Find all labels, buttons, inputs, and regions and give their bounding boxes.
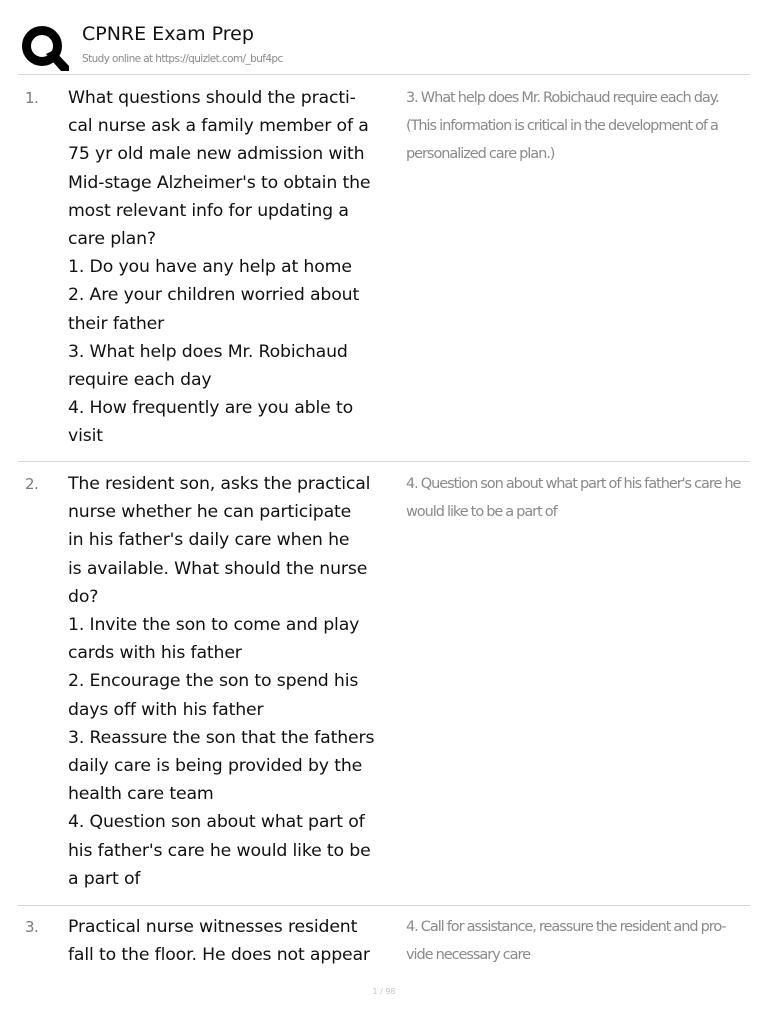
- card-definition: 4. Question son about what part of his father's care he would like to be a part of: [406, 476, 741, 521]
- page-indicator: 1 / 98: [372, 987, 396, 996]
- study-online-link[interactable]: Study online at https://quizlet.com/_buf4pc: [82, 53, 283, 65]
- flashcard-1: [18, 84, 750, 462]
- card-definition: 4. Call for assistance, reassure the resident and pro- vide necessary care: [406, 919, 726, 964]
- card-number: 3.: [25, 918, 39, 936]
- quizlet-q-logo-icon: [18, 22, 70, 74]
- document-title: CPNRE Exam Prep: [82, 23, 254, 45]
- flashcard-2: [18, 470, 750, 906]
- flashcard-3: [18, 913, 750, 973]
- card-number: 2.: [25, 475, 39, 493]
- card-definition: 3. What help does Mr. Robichaud require each day. (This information is critical in the development of a personalized care plan.): [406, 90, 719, 163]
- card-term: What questions should the practi- cal nurse ask a family member of a 75 yr old male new admission with Mid-stage Alzheimer's to obtain the most relevant info for updating a care plan? 1. Do you have any help at home 2. Are your children worried about their father 3. What help does Mr. Robichaud require each day 4. How frequently are you able to visit: [68, 88, 371, 447]
- document-header: [18, 20, 750, 75]
- card-term: Practical nurse witnesses resident fall to the floor. He does not appear: [68, 917, 370, 966]
- card-number: 1.: [25, 89, 39, 107]
- card-term: The resident son, asks the practical nurse whether he can participate in his father's daily care when he is available. What should the nurse do? 1. Invite the son to come and play cards with his father 2. Encourage the son to spend his days off with his father 3. Reassure the son that the fathers daily care is being provided by the health care team 4. Question son about what part of his father's care he would like to be a part of: [68, 474, 375, 889]
